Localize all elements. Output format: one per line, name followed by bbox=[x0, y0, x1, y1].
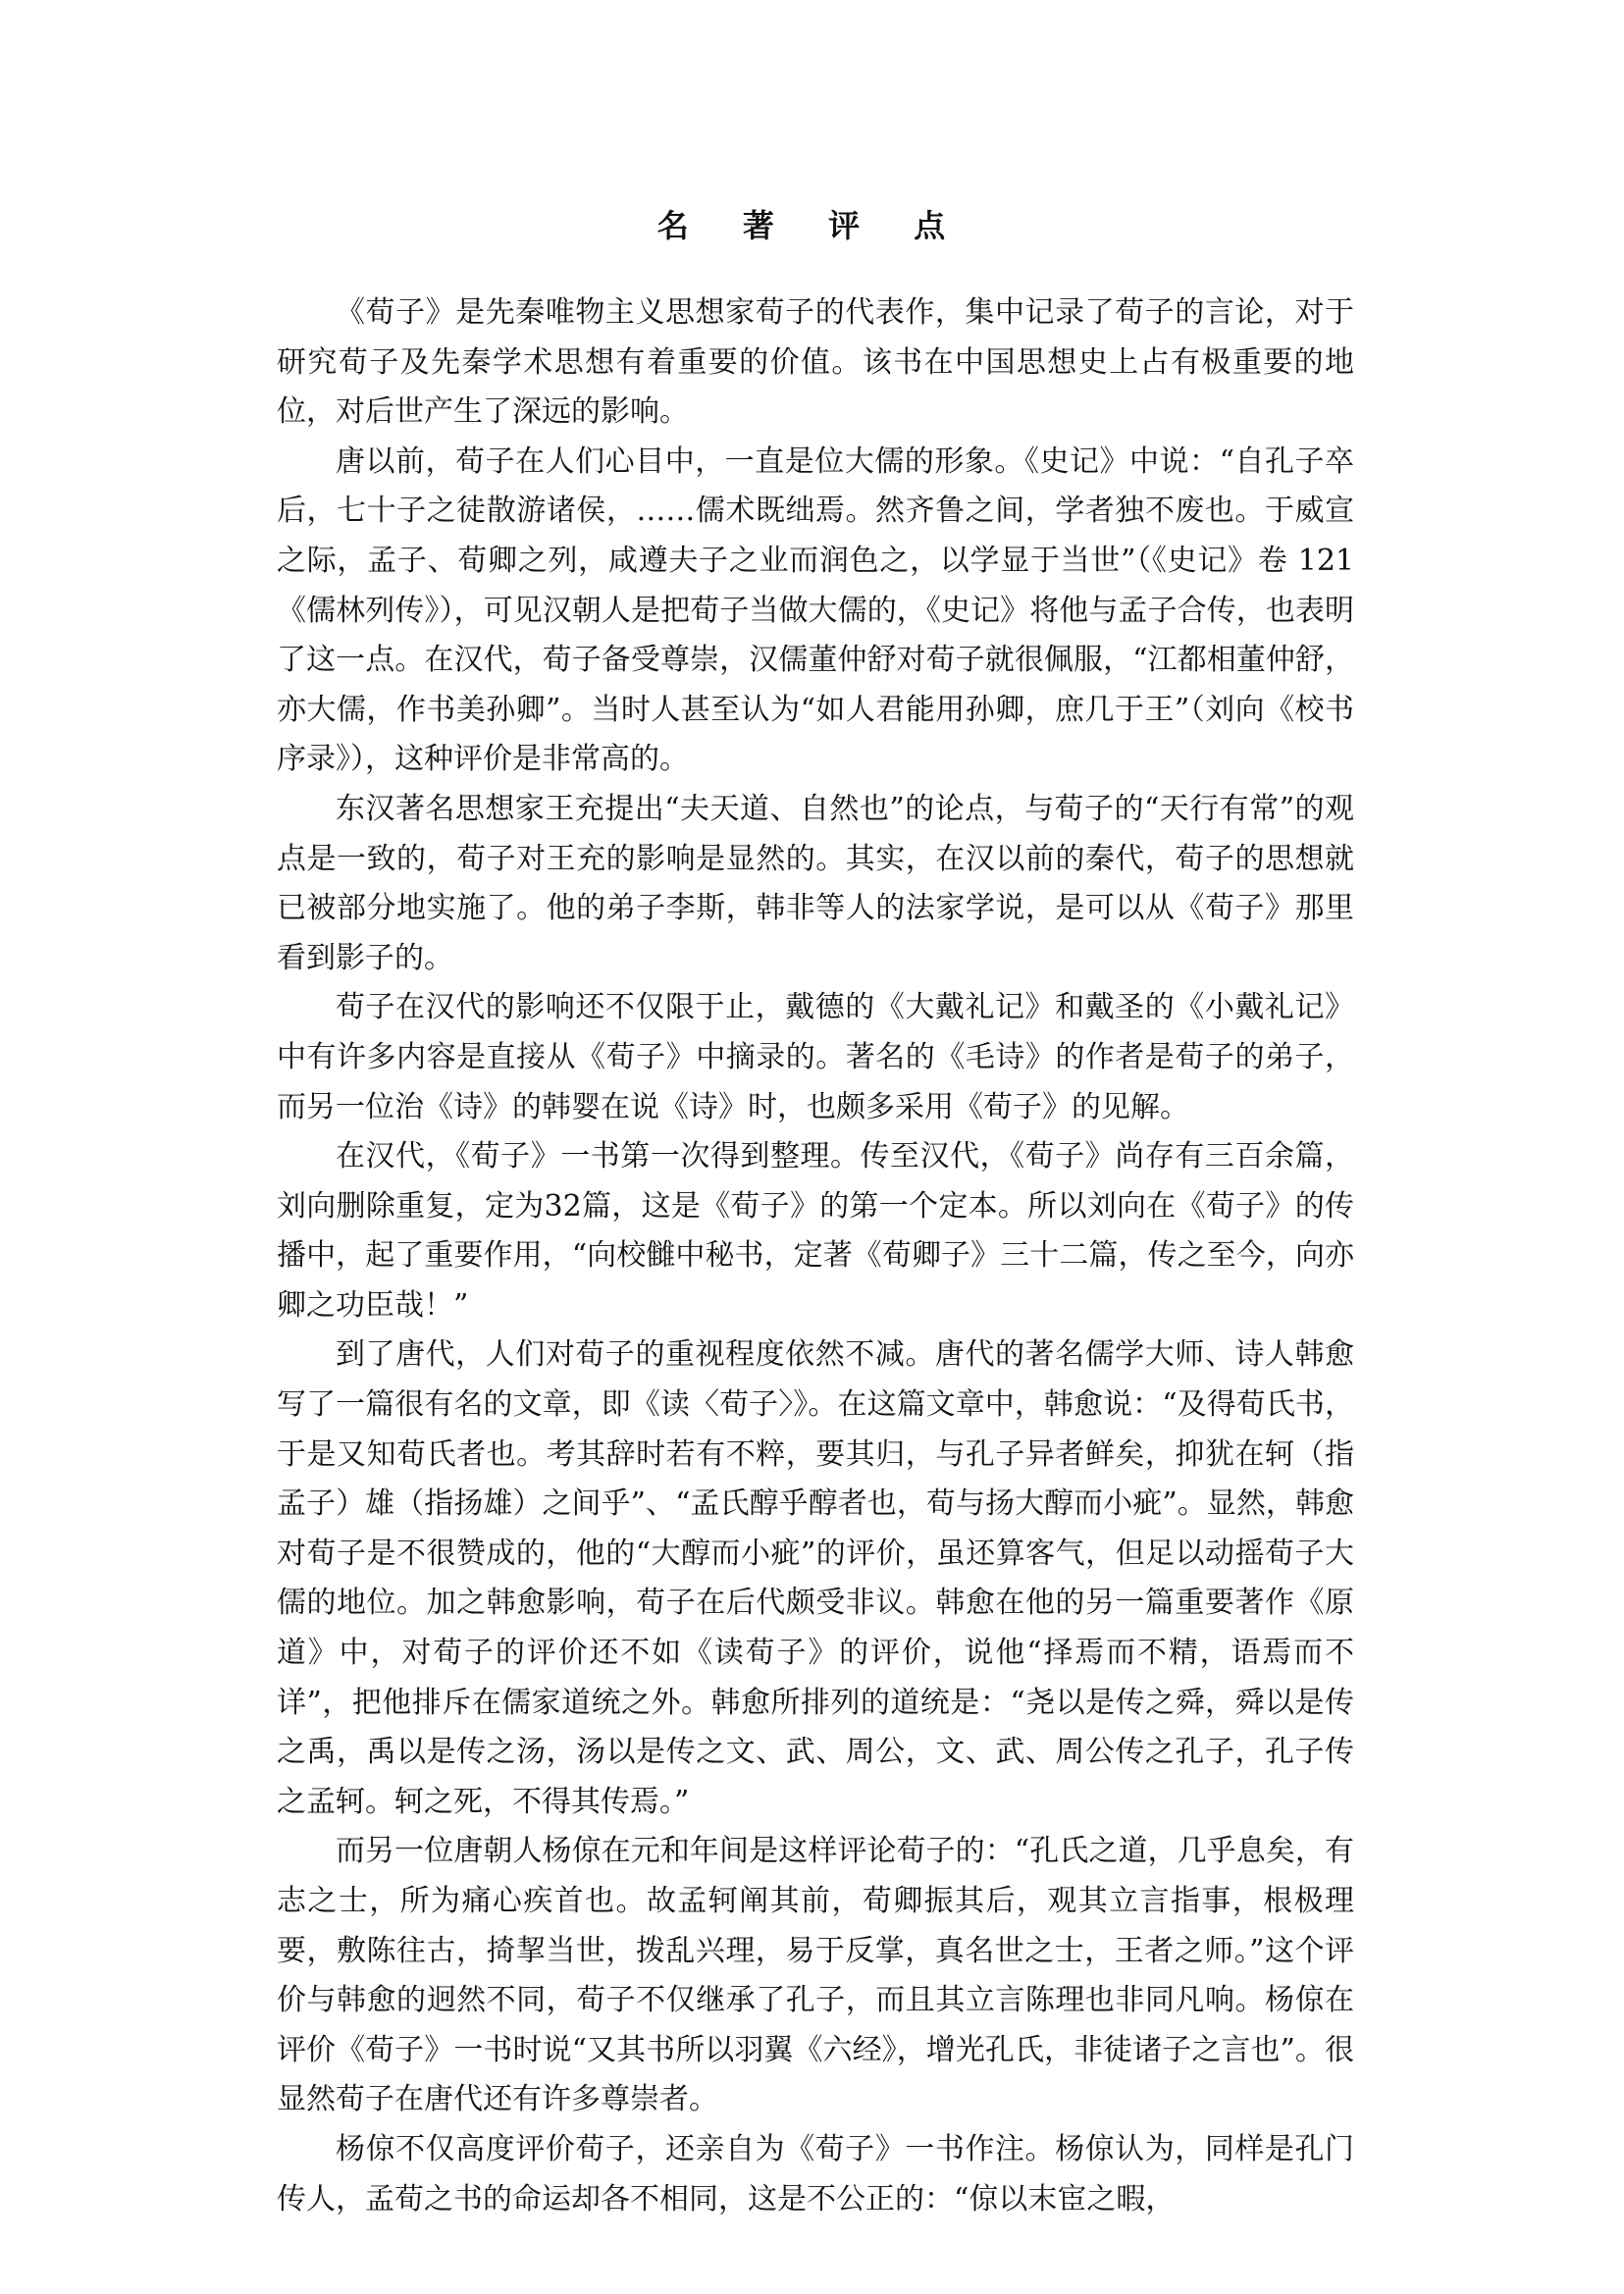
paragraph-7: 而另一位唐朝人杨倞在元和年间是这样评论荀子的：“孔氏之道，几乎息矣，有志之士，所为痛心疾首也。故孟轲阐其前，荀卿振其后，观其立言指事，根极理要，敷陈往古，掎挈当世，拨乱兴理，易于反掌，真名世之士，王者之师。”这个评价与韩愈的迥然不同，荀子不仅继承了孔子，而且其立言陈理也非同凡响。杨倞在评价《荀子》一书时说“又其书所以羽翼《六经》，增光孔氏，非徒诸子之言也”。很显然荀子在唐代还有许多尊崇者。 bbox=[277, 1834, 1354, 2117]
paragraph-6: 到了唐代，人们对荀子的重视程度依然不减。唐代的著名儒学大师、诗人韩愈写了一篇很有名的文章，即《读〈荀子〉》。在这篇文章中，韩愈说：“及得荀氏书，于是又知荀氏者也。考其辞时若有不粹，要其归，与孔子异者鲜矣，抑犹在轲（指孟子）雄（指扬雄）之间乎”、“孟氏醇乎醇者也，荀与扬大醇而小疵”。显然，韩愈对荀子是不很赞成的，他的“大醇而小疵”的评价，虽还算客气，但足以动摇荀子大儒的地位。加之韩愈影响，荀子在后代颇受非议。韩愈在他的另一篇重要著作《原道》中，对荀子的评价还不如《读荀子》的评价，说他“择焉而不精，语焉而不详”，把他排斥在儒家道统之外。韩愈所排列的道统是：“尧以是传之舜，舜以是传之禹，禹以是传之汤，汤以是传之文、武、周公，文、武、周公传之孔子，孔子传之孟轲。轲之死，不得其传焉。” bbox=[277, 1337, 1354, 1819]
paragraph-3: 东汉著名思想家王充提出“夫天道、自然也”的论点，与荀子的“天行有常”的观点是一致的，荀子对王充的影响是显然的。其实，在汉以前的秦代，荀子的思想就已被部分地实施了。他的弟子李斯，韩非等人的法家学说，是可以从《荀子》那里看到影子的。 bbox=[277, 791, 1354, 975]
paragraph-8: 杨倞不仅高度评价荀子，还亲自为《荀子》一书作注。杨倞认为，同样是孔门传人，孟荀之书的命运却各不相同，这是不公正的：“倞以末宦之暇， bbox=[277, 2131, 1354, 2216]
paragraph-5: 在汉代，《荀子》一书第一次得到整理。传至汉代，《荀子》尚存有三百余篇，刘向删除重复，定为32篇，这是《荀子》的第一个定本。所以刘向在《荀子》的传播中，起了重要作用，“向校雠中秘书，定著《荀卿子》三十二篇，传之至今，向亦卿之功臣哉！” bbox=[277, 1139, 1354, 1323]
body-text bbox=[277, 288, 1354, 2224]
page-title: 名 著 评 点 bbox=[656, 207, 968, 244]
paragraph-1: 《荀子》是先秦唯物主义思想家荀子的代表作，集中记录了荀子的言论，对于研究荀子及先秦学术思想有着重要的价值。该书在中国思想史上占有极重要的地位，对后世产生了深远的影响。 bbox=[277, 295, 1354, 430]
paragraph-2: 唐以前，荀子在人们心目中，一直是位大儒的形象。《史记》中说：“自孔子卒后，七十子之徒散游诸侯，……儒术既绌焉。然齐鲁之间，学者独不废也。于威宣之际，孟子、荀卿之列，咸遵夫子之业而润色之，以学显于当世”（《史记》卷 121《儒林列传》），可见汉朝人是把荀子当做大儒的，《史记》将他与孟子合传，也表明了这一点。在汉代，荀子备受尊崇，汉儒董仲舒对荀子就很佩服，“江都相董仲舒，亦大儒，作书美孙卿”。当时人甚至认为“如人君能用孙卿，庶几于王”（刘向《校书序录》），这种评价是非常高的。 bbox=[277, 443, 1354, 777]
paragraph-4: 荀子在汉代的影响还不仅限于止，戴德的《大戴礼记》和戴圣的《小戴礼记》中有许多内容是直接从《荀子》中摘录的。著名的《毛诗》的作者是荀子的弟子，而另一位治《诗》的韩婴在说《诗》时，也颇多采用《荀子》的见解。 bbox=[277, 990, 1354, 1124]
